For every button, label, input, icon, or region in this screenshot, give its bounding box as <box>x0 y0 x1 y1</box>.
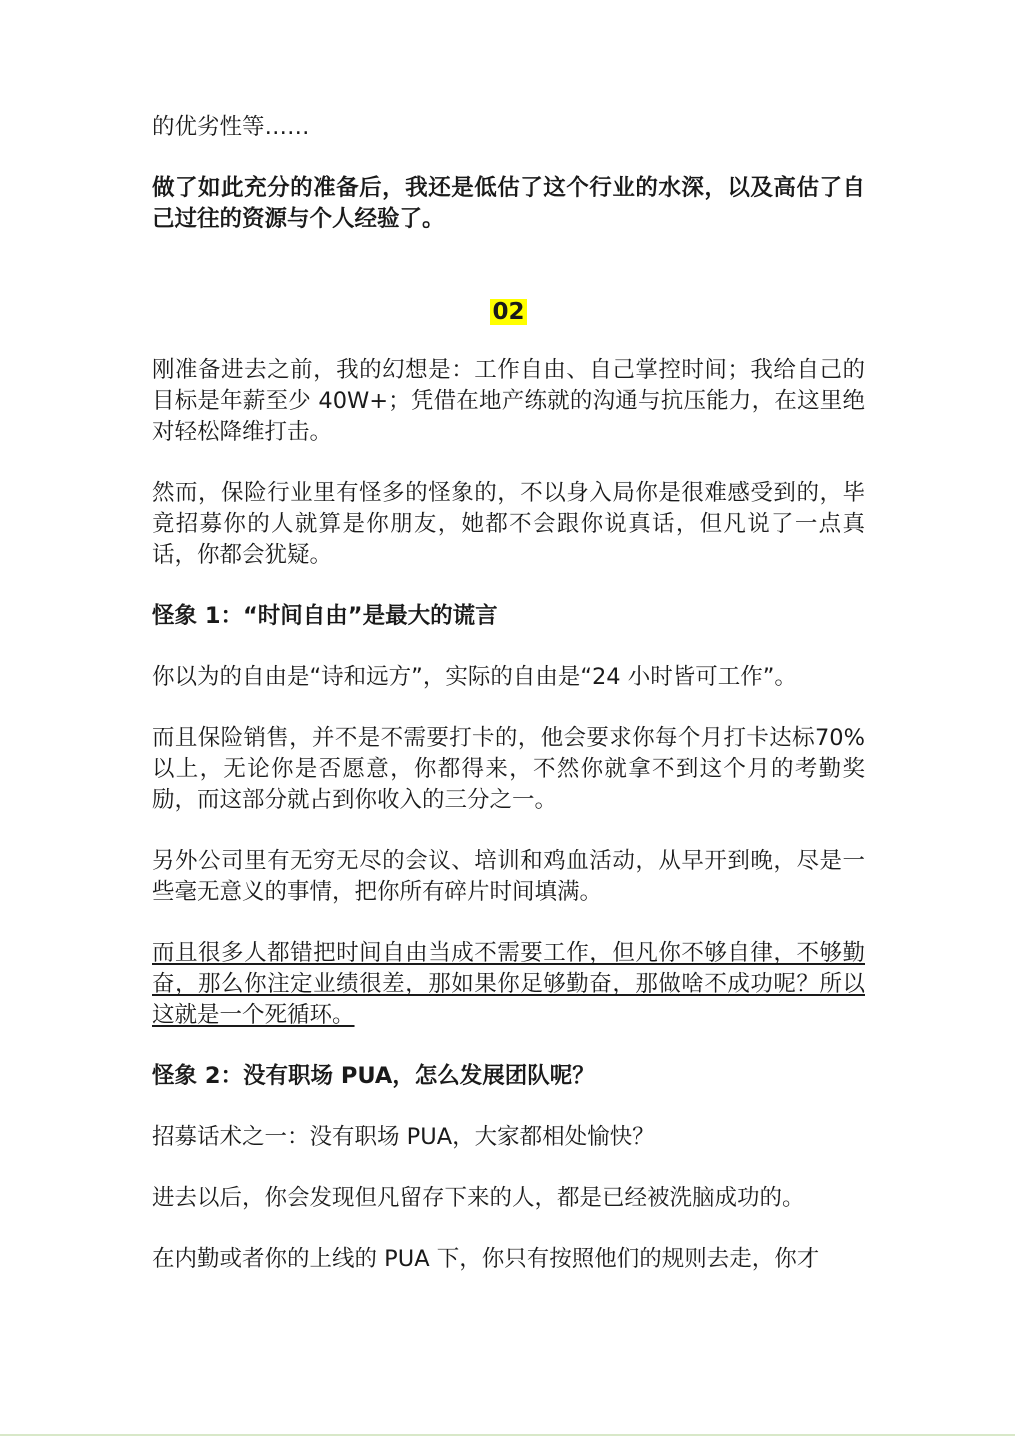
paragraph-pua-rules: 在内勤或者你的上线的 PUA 下，你只有按照他们的规则去走，你才 <box>152 1246 820 1272</box>
paragraph-bold-summary: 做了如此充分的准备后，我还是低估了这个行业的水深，以及高估了自己过往的资源与个人经验了。 <box>152 175 865 232</box>
paragraph-recruit-script: 招募话术之一：没有职场 PUA，大家都相处愉快？ <box>152 1124 655 1150</box>
paragraph-check-in: 而且保险销售，并不是不需要打卡的，他会要求你每个月打卡达标70%以上，无论你是否愿意，你都得来，不然你就拿不到这个月的考勤奖励，而这部分就占到你收入的三分之一。 <box>152 725 865 813</box>
paragraph-freedom: 你以为的自由是“诗和远方”，实际的自由是“24 小时皆可工作”。 <box>152 664 797 690</box>
paragraph-however: 然而，保险行业里有怪多的怪象的，不以身入局你是很难感受到的，毕竟招募你的人就算是你朋友，她都不会跟你说真话，但凡说了一点真话，你都会犹疑。 <box>152 480 865 568</box>
section-number-wrap <box>152 297 865 327</box>
section-number: 02 <box>492 299 525 325</box>
paragraph-underlined-loop: 而且很多人都错把时间自由当成不需要工作，但凡你不够自律，不够勤奋，那么你注定业绩很差，那如果你足够勤奋，那做啥不成功呢？所以这就是一个死循环。 <box>152 940 865 1028</box>
heading-phenomenon-2: 怪象 2：没有职场 PUA，怎么发展团队呢？ <box>152 1063 595 1089</box>
paragraph-expectation: 刚准备进去之前，我的幻想是：工作自由、自己掌控时间；我给自己的目标是年薪至少 40W+；凭借在地产练就的沟通与抗压能力，在这里绝对轻松降维打击。 <box>152 357 865 445</box>
paragraph-brainwashed: 进去以后，你会发现但凡留存下来的人，都是已经被洗脑成功的。 <box>152 1185 805 1211</box>
page-bottom-divider <box>0 1434 1015 1436</box>
paragraph-intro-fragment: 的优劣性等…… <box>152 114 310 140</box>
paragraph-meetings: 另外公司里有无穷无尽的会议、培训和鸡血活动，从早开到晚，尽是一些毫无意义的事情，把你所有碎片时间填满。 <box>152 848 865 905</box>
heading-phenomenon-1: 怪象 1：“时间自由”是最大的谎言 <box>152 603 498 629</box>
